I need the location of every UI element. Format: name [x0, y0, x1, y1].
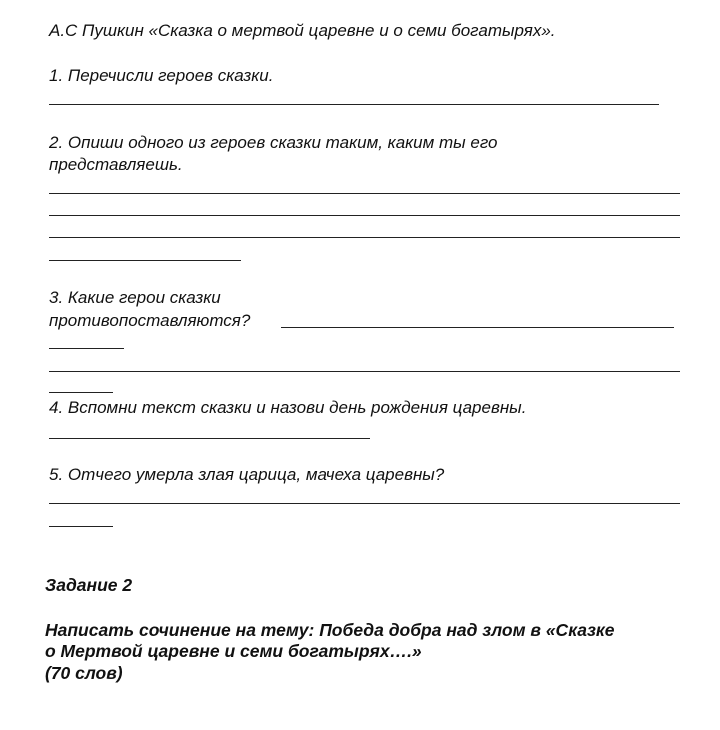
answer-line[interactable] [49, 438, 370, 439]
answer-line[interactable] [49, 104, 659, 105]
worksheet-title: А.С Пушкин «Сказка о мертвой царевне и о семи богатырях». [49, 21, 556, 40]
answer-line[interactable] [49, 348, 124, 349]
answer-line[interactable] [49, 526, 113, 527]
answer-line[interactable] [49, 215, 680, 216]
question-2-line-2: представляешь. [49, 155, 183, 174]
answer-line[interactable] [49, 503, 680, 504]
answer-line[interactable] [49, 260, 241, 261]
answer-line[interactable] [49, 371, 680, 372]
task-2-heading: Задание 2 [45, 575, 133, 595]
question-5: 5. Отчего умерла злая царица, мачеха царевны? [49, 465, 445, 484]
question-2-line-1: 2. Опиши одного из героев сказки таким, каким ты его [49, 133, 498, 152]
task-2-line-3: (70 слов) [45, 663, 123, 683]
question-3-line-1: 3. Какие герои сказки [49, 288, 221, 307]
answer-line[interactable] [281, 327, 674, 328]
question-4: 4. Вспомни текст сказки и назови день рождения царевны. [49, 398, 527, 417]
question-1: 1. Перечисли героев сказки. [49, 66, 274, 85]
task-2-line-2: о Мертвой царевне и семи богатырях….» [45, 641, 422, 661]
task-2-line-1: Написать сочинение на тему: Победа добра над злом в «Сказке [45, 620, 615, 640]
question-3-line-2: противопоставляются? [49, 311, 251, 330]
answer-line[interactable] [49, 193, 680, 194]
answer-line[interactable] [49, 392, 113, 393]
answer-line[interactable] [49, 237, 680, 238]
